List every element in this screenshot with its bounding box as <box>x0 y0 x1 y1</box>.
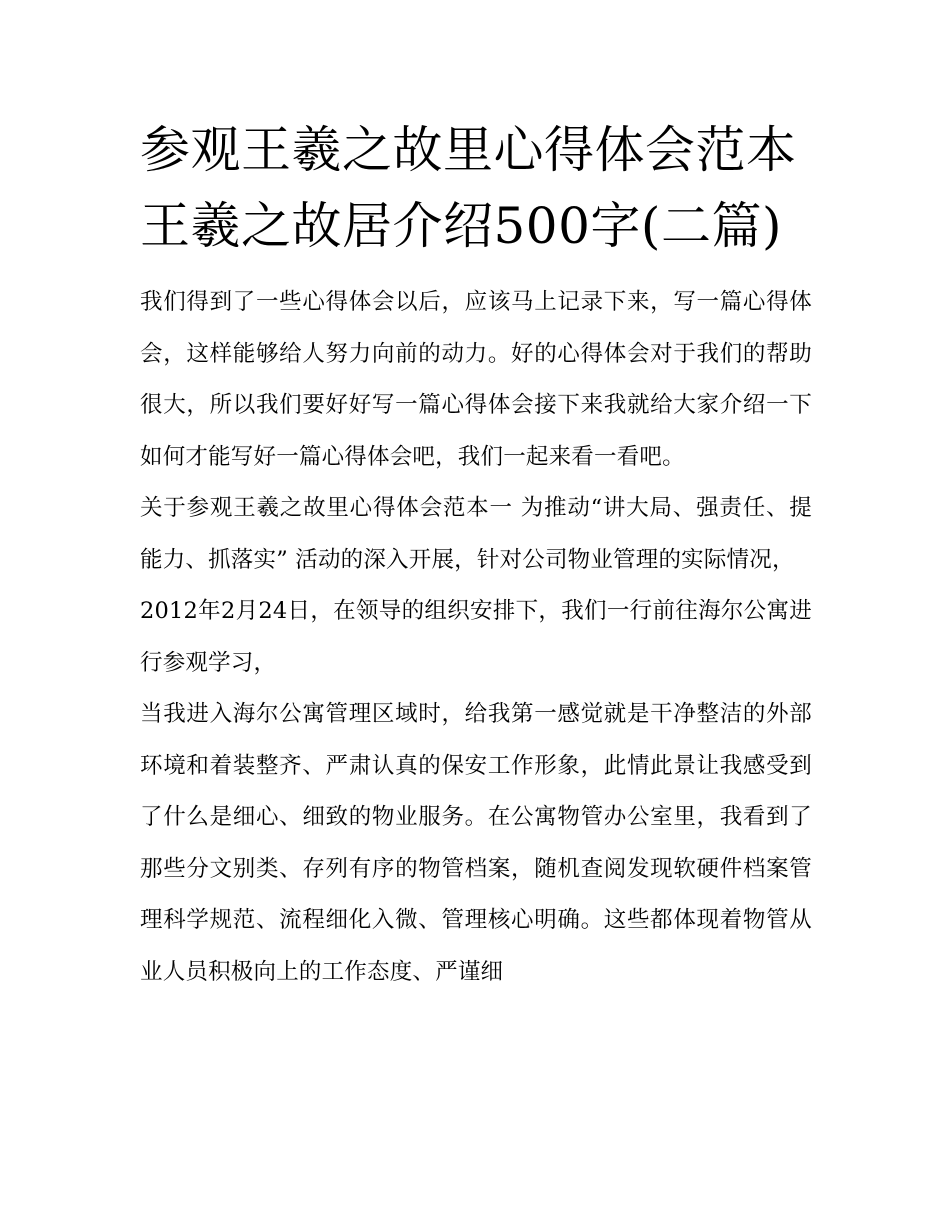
observation-paragraph: 当我进入海尔公寓管理区域时，给我第一感觉就是干净整洁的外部环境和着装整齐、严肃认真的保安工作形象，此情此景让我感受到了什么是细心、细致的物业服务。在公寓物管办公室里，我看到了那些分文别类、存列有序的物管档案，随机查阅发现软硬件档案管理科学规范、流程细化入微、管理核心明确。这些都体现着物管从业人员积极向上的工作态度、严谨细 <box>140 701 812 985</box>
title-line-2: 王羲之故居介绍500字(二篇) <box>140 197 782 255</box>
date-paragraph: 2012年2月24日，在领导的组织安排下，我们一行前往海尔公寓进行参观学习， <box>140 598 812 676</box>
section-intro-paragraph: 关于参观王羲之故里心得体会范本一 为推动“讲大局、强责任、提能力、抓落实” 活动的深入开展，针对公司物业管理的实际情况， <box>140 495 812 573</box>
document-title <box>140 112 820 264</box>
intro-paragraph: 我们得到了一些心得体会以后，应该马上记录下来，写一篇心得体会，这样能够给人努力向前的动力。好的心得体会对于我们的帮助很大，所以我们要好好写一篇心得体会接下来我就给大家介绍一下如何才能写好一篇心得体会吧，我们一起来看一看吧。 <box>140 289 812 470</box>
title-line-1: 参观王羲之故里心得体会范本 <box>140 121 797 179</box>
document-body <box>140 277 812 998</box>
